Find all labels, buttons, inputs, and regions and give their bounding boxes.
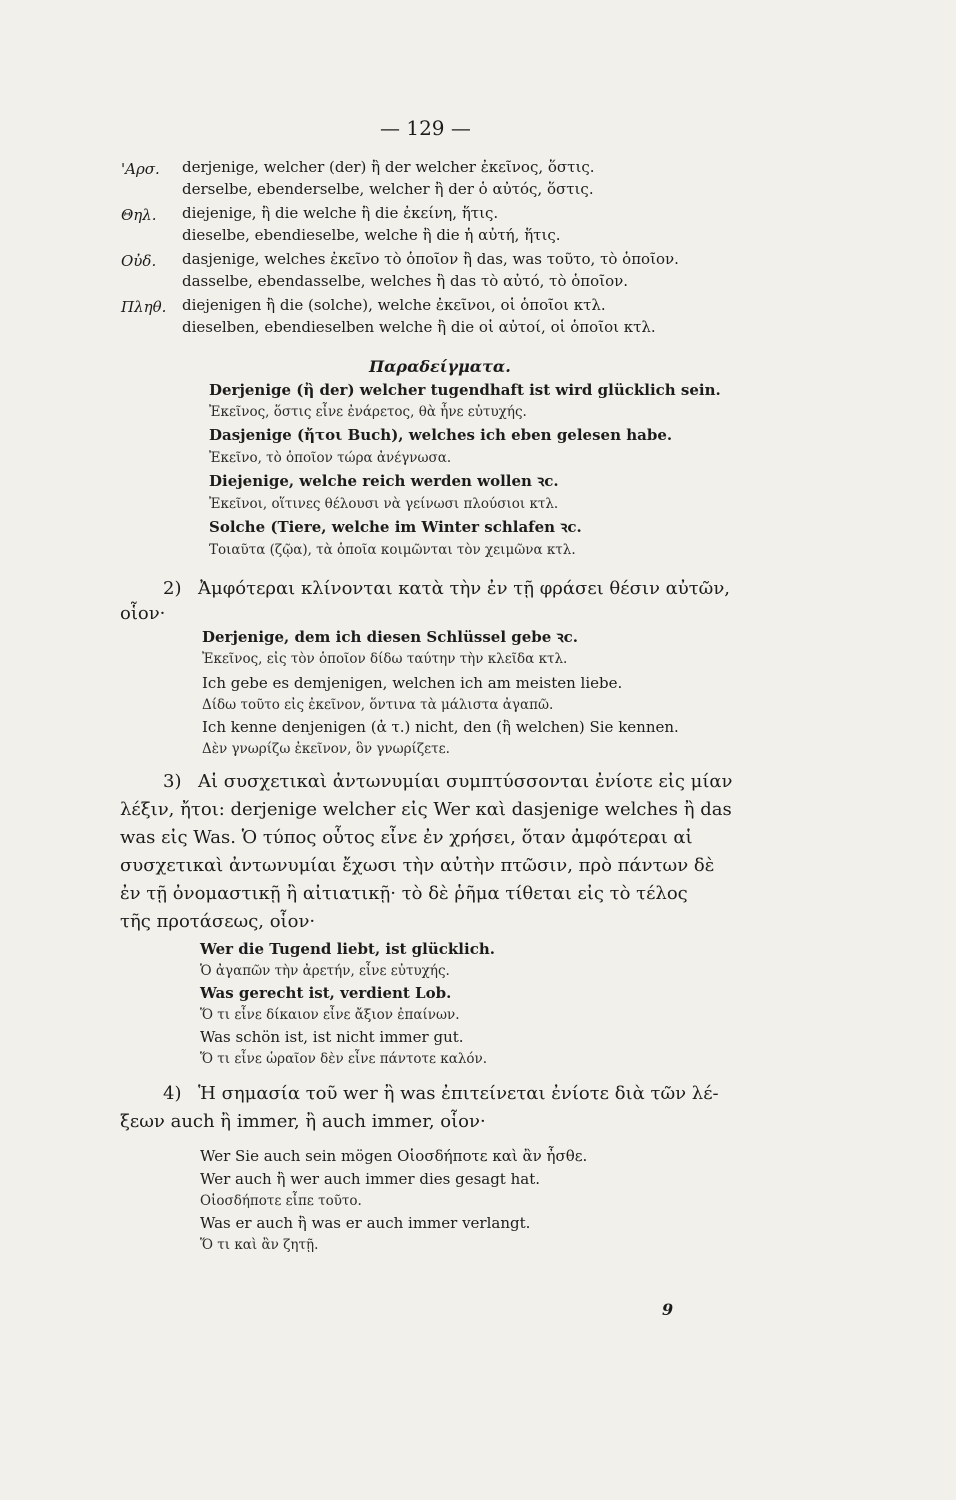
example-german: Wer auch ἢ wer auch immer dies gesagt hat. [200, 1170, 541, 1188]
row-label: 'Αρσ. [121, 160, 160, 178]
paradigm-line: diejenigen ἢ die (solche), welche ἐκεῖνοι, οἱ ὁποῖοι κτλ. [182, 296, 606, 314]
paradigm-line: derselbe, ebenderselbe, welcher ἢ der ὁ αὐτός, ὅστις. [182, 180, 594, 198]
example-greek: Δὲν γνωρίζω ἐκεῖνον, ὃν γνωρίζετε. [202, 741, 450, 757]
paragraph-line: τῆς προτάσεως, οἷον· [120, 911, 316, 932]
paradigm-line: dieselben, ebendieselben welche ἢ die οἱ αὐτοί, οἱ ὁποῖοι κτλ. [182, 318, 656, 336]
paradigm-line: diejenige, ἢ die welche ἢ die ἐκείνη, ἥτις. [182, 204, 499, 222]
example-german: Dasjenige (ἤτοι Buch), welches ich eben gelesen habe. [209, 426, 673, 444]
example-german: Derjenige (ἢ der) welcher tugendhaft ist wird glücklich sein. [209, 381, 721, 399]
paradigm-line: dasselbe, ebendasselbe, welches ἢ das τὸ αὐτό, τὸ ὁποῖον. [182, 272, 628, 290]
example-greek: Ἐκεῖνος, εἰς τὸν ὁποῖον δίδω ταύτην τὴν κλεῖδα κτλ. [202, 651, 568, 667]
paradigm-line: dieselbe, ebendieselbe, welche ἢ die ἡ αὐτή, ἥτις. [182, 226, 561, 244]
paragraph-line: ἐν τῇ ὀνομαστικῇ ἢ αἰτιατικῇ· τὸ δὲ ῥῆμα τίθεται εἰς τὸ τέλος [120, 883, 688, 904]
example-greek: Ὅ τι εἶνε ὡραῖον δὲν εἶνε πάντοτε καλόν. [200, 1051, 488, 1067]
paragraph-line: Αἱ συσχετικαὶ ἀντωνυμίαι συμπτύσσονται ἐνίοτε εἰς μίαν [198, 771, 733, 792]
example-greek: Ὁ ἀγαπῶν τὴν ἀρετήν, εἶνε εὐτυχής. [200, 963, 450, 979]
example-greek: Δίδω τοῦτο εἰς ἐκεῖνον, ὅντινα τὰ μάλιστα ἀγαπῶ. [202, 697, 554, 713]
section-number: 2) [163, 578, 182, 599]
example-german: Ich kenne denjenigen (ἀ τ.) nicht, den (ἢ welchen) Sie kennen. [202, 718, 679, 736]
row-label: Θηλ. [121, 206, 157, 224]
example-german: Ich gebe es demjenigen, welchen ich am meisten liebe. [202, 674, 623, 692]
example-greek: Ὅ τι εἶνε δίκαιον εἶνε ἄξιον ἐπαίνων. [200, 1007, 460, 1023]
section-number: 3) [163, 771, 182, 792]
section-number: 4) [163, 1083, 182, 1104]
paragraph-line: Ἡ σημασία τοῦ wer ἢ was ἐπιτείνεται ἐνίοτε διὰ τῶν λέ- [198, 1083, 719, 1104]
example-german: Diejenige, welche reich werden wollen ꝛc. [209, 472, 559, 490]
paragraph-line: ξεων auch ἢ immer, ἢ auch immer, οἷον· [120, 1111, 486, 1132]
example-greek: Ἐκεῖνοι, οἵτινες θέλουσι νὰ γείνωσι πλούσιοι κτλ. [209, 496, 559, 512]
paragraph-line: λέξιν, ἤτοι: derjenige welcher εἰς Wer καὶ dasjenige welches ἢ das [120, 799, 732, 820]
row-label: Πληθ. [121, 298, 167, 316]
example-greek: Οἱοσδήποτε εἶπε τοῦτο. [200, 1193, 362, 1209]
example-german: Wer Sie auch sein mögen Οἱοσδήποτε καὶ ἂν ἦσθε. [200, 1147, 588, 1165]
example-greek: Ἐκεῖνο, τὸ ὁποῖον τώρα ἀνέγνωσα. [209, 450, 452, 466]
examples-heading: Παραδείγματα. [369, 357, 511, 376]
example-german: Derjenige, dem ich diesen Schlüssel gebe ꝛc. [202, 628, 579, 646]
paragraph-line: was εἰς Was. Ὁ τύπος οὗτος εἶνε ἐν χρήσει, ὅταν ἀμφότεραι αἱ [120, 827, 693, 848]
page-number: — 129 — [380, 116, 471, 140]
example-german: Wer die Tugend liebt, ist glücklich. [200, 940, 495, 958]
row-label: Οὐδ. [121, 252, 157, 270]
paradigm-line: dasjenige, welches ἐκεῖνο τὸ ὁποῖον ἢ das, was τοῦτο, τὸ ὁποῖον. [182, 250, 679, 268]
example-german: Was er auch ἢ was er auch immer verlangt. [200, 1214, 531, 1232]
example-german: Was schön ist, ist nicht immer gut. [200, 1028, 464, 1046]
signature-mark: 9 [662, 1300, 674, 1319]
example-german: Solche (Tiere, welche im Winter schlafen ꝛc. [209, 518, 582, 536]
example-greek: Ἐκεῖνος, ὅστις εἶνε ἐνάρετος, θὰ ἦνε εὐτυχής. [209, 404, 527, 420]
margin-word: οἷον· [120, 603, 166, 624]
example-greek: Ὅ τι καὶ ἂν ζητῇ. [200, 1237, 319, 1253]
example-greek: Τοιαῦτα (ζῷα), τὰ ὁποῖα κοιμῶνται τὸν χειμῶνα κτλ. [209, 542, 576, 558]
paradigm-line: derjenige, welcher (der) ἢ der welcher ἐκεῖνος, ὅστις. [182, 158, 595, 176]
example-german: Was gerecht ist, verdient Lob. [200, 984, 452, 1002]
paragraph-line: συσχετικαὶ ἀντωνυμίαι ἔχωσι τὴν αὐτὴν πτῶσιν, πρὸ πάντων δὲ [120, 855, 715, 876]
paragraph-line: Ἀμφότεραι κλίνονται κατὰ τὴν ἐν τῇ φράσει θέσιν αὐτῶν, [198, 578, 731, 599]
